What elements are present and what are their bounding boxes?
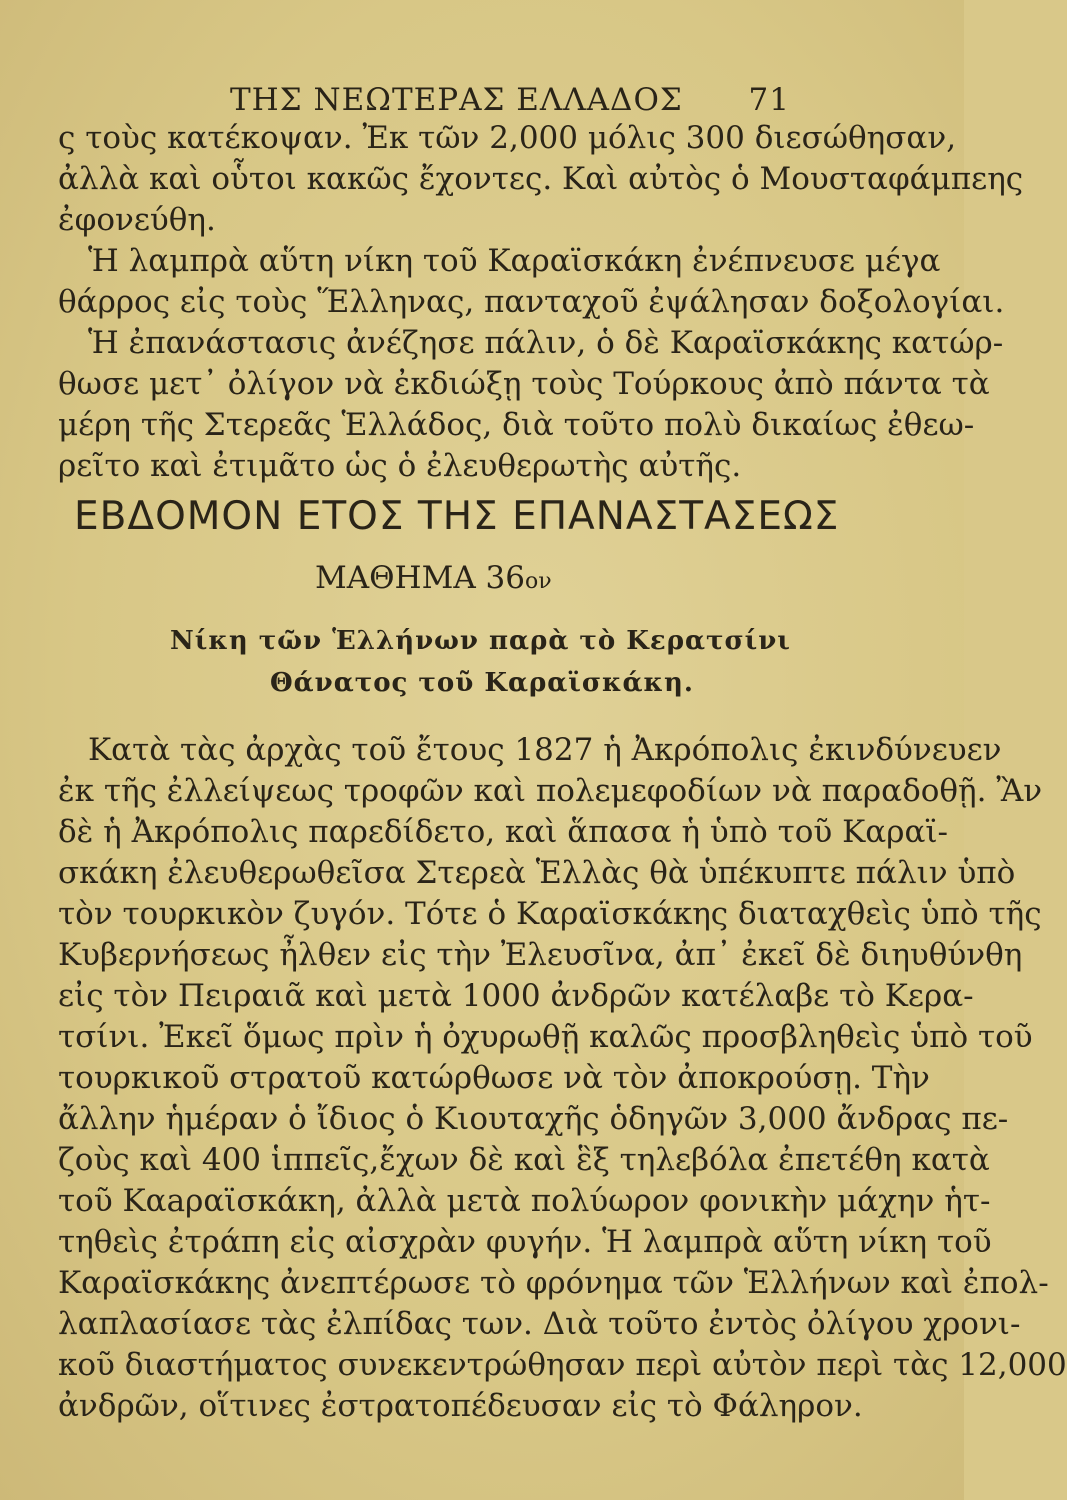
- text-line: ἄλλην ἡμέραν ὁ ἴδιος ὁ Κιουταχῆς ὁδηγῶν 3,000 ἄνδρας πε-: [58, 1101, 1009, 1137]
- paragraph-top: [58, 118, 1024, 487]
- text-line: τουρκικοῦ στρατοῦ κατώρθωσε νὰ τὸν ἀποκρούσῃ. Τὴν: [58, 1060, 930, 1096]
- text-line: τσίνι. Ἐκεῖ ὅμως πρὶν ἡ ὀχυρωθῇ καλῶς προσβληθεὶς ὑπὸ τοῦ: [58, 1019, 1033, 1055]
- text-line: ἀνδρῶν, οἵτινες ἐστρατοπέδευσαν εἰς τὸ Φάληρον.: [58, 1388, 863, 1424]
- page-number: 71: [748, 82, 790, 118]
- section-title: ΕΒΔΟΜΟΝ ΕΤΟΣ ΤΗΣ ΕΠΑΝΑΣΤΑΣΕΩΣ: [74, 494, 840, 539]
- text-line: ἀλλὰ καὶ οὗτοι κακῶς ἔχοντες. Καὶ αὐτὸς ὁ Μουσταφάμπεης: [58, 161, 1024, 197]
- lesson-suffix: ον: [525, 569, 552, 594]
- text-line: τηθεὶς ἐτράπη εἰς αἰσχρὰν φυγήν. Ἡ λαμπρὰ αὕτη νίκη τοῦ: [58, 1224, 992, 1260]
- text-line: Ἡ ἐπανάστασις ἀνέζησε πάλιν, ὁ δὲ Καραϊσκάκης κατώρ-: [88, 325, 1004, 361]
- running-title: ΤΗΣ ΝΕΩΤΕΡΑΣ ΕΛΛΑΔΟΣ: [230, 82, 683, 118]
- running-header: [230, 82, 790, 118]
- subtitle-2: Θάνατος τοῦ Καραϊσκάκη.: [270, 668, 694, 698]
- text-line: ρεῖτο καὶ ἐτιμᾶτο ὡς ὁ ἐλευθερωτὴς αὐτῆς.: [58, 448, 742, 484]
- text-line: Ἡ λαμπρὰ αὕτη νίκη τοῦ Καραϊσκάκη ἐνέπνευσε μέγα: [88, 243, 941, 279]
- text-line: θωσε μετ᾽ ὀλίγον νὰ ἐκδιώξῃ τοὺς Τούρκους ἀπὸ πάντα τὰ: [58, 366, 990, 402]
- subtitle-1: Νίκη τῶν Ἑλλήνων παρὰ τὸ Κερατσίνι: [170, 626, 791, 656]
- text-line: θάρρος εἰς τοὺς Ἕλληνας, πανταχοῦ ἐψάλησαν δοξολογίαι.: [58, 284, 1005, 320]
- text-line: Καραϊσκάκης ἀνεπτέρωσε τὸ φρόνημα τῶν Ἑλλήνων καὶ ἐπολ-: [58, 1265, 1049, 1301]
- text-line: ς τοὺς κατέκοψαν. Ἐκ τῶν 2,000 μόλις 300 διεσώθησαν,: [58, 120, 957, 156]
- lesson-heading: [315, 560, 552, 596]
- text-line: εἰς τὸν Πειραιᾶ καὶ μετὰ 1000 ἀνδρῶν κατέλαβε τὸ Κερα-: [58, 978, 974, 1014]
- text-line: ἐφονεύθη.: [58, 202, 216, 238]
- text-line: τὸν τουρκικὸν ζυγόν. Τότε ὁ Καραϊσκάκης διαταχθεὶς ὑπὸ τῆς: [58, 896, 1042, 932]
- text-line: τοῦ Καaραϊσκάκη, ἀλλὰ μετὰ πολύωρον φονικὴν μάχην ἡτ-: [58, 1183, 991, 1219]
- text-line: κοῦ διαστήματος συνεκεντρώθησαν περὶ αὐτὸν περὶ τὰς 12,000: [58, 1347, 1067, 1383]
- text-line: Κατὰ τὰς ἀρχὰς τοῦ ἔτους 1827 ἡ Ἀκρόπολις ἐκινδύνευεν: [88, 732, 1002, 768]
- text-line: δὲ ἡ Ἀκρόπολις παρεδίδετο, καὶ ἅπασα ἡ ὑπὸ τοῦ Καραϊ-: [58, 814, 949, 850]
- lesson-label: ΜΑΘΗΜΑ 36: [315, 560, 526, 596]
- paragraph-main: [58, 730, 1067, 1427]
- text-line: μέρη τῆς Στερεᾶς Ἑλλάδος, διὰ τοῦτο πολὺ δικαίως ἐθεω-: [58, 407, 975, 443]
- text-line: ἐκ τῆς ἐλλείψεως τροφῶν καὶ πολεμεφοδίων νὰ παραδοθῇ. Ἂν: [58, 773, 1043, 809]
- text-line: Κυβερνήσεως ἦλθεν εἰς τὴν Ἐλευσῖνα, ἀπ᾽ ἐκεῖ δὲ διηυθύνθη: [58, 937, 1023, 973]
- text-line: ζοὺς καὶ 400 ἱππεῖς,ἔχων δὲ καὶ ἓξ τηλεβόλα ἐπετέθη κατὰ: [58, 1142, 990, 1178]
- text-line: σκάκη ἐλευθερωθεῖσα Στερεὰ Ἑλλὰς θὰ ὑπέκυπτε πάλιν ὑπὸ: [58, 855, 1016, 891]
- text-line: λαπλασίασε τὰς ἐλπίδας των. Διὰ τοῦτο ἐντὸς ὀλίγου χρονι-: [58, 1306, 1021, 1342]
